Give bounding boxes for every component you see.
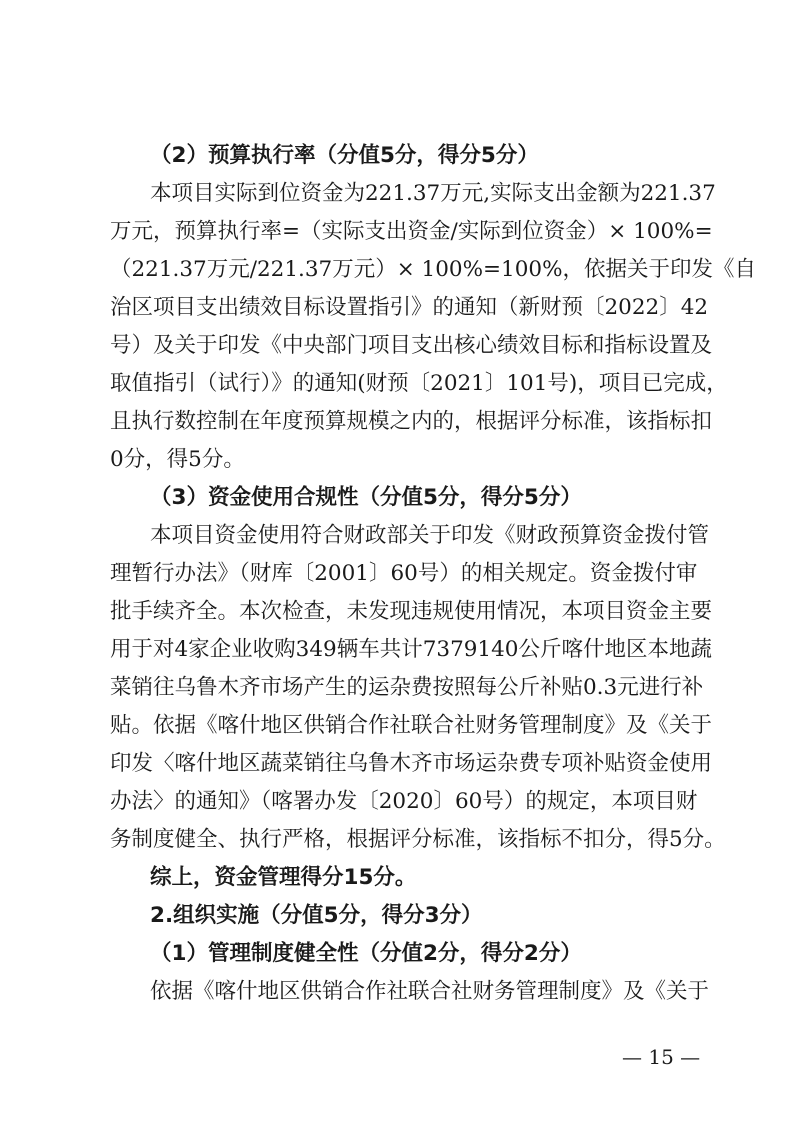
- body-text-line: 依据《喀什地区供销合作社联合社财务管理制度》及《关于: [150, 979, 710, 1004]
- body-text-line: 取值指引（试行）》的通知(财预〔2021〕101号)，项目已完成，: [110, 371, 728, 396]
- body-text-line: 万元，预算执行率=（实际支出资金/实际到位资金）× 100%=: [110, 219, 713, 244]
- body-text-line: 号）及关于印发《中央部门项目支出核心绩效目标和指标设置及: [110, 333, 713, 358]
- body-text-line: 理暂行办法》（财库〔2001〕60号）的相关规定。资金拨付审: [110, 561, 698, 586]
- summary-line: 综上，资金管理得分15分。: [150, 865, 417, 890]
- section-heading: （3）资金使用合规性（分值5分，得分5分）: [150, 485, 582, 510]
- body-text-line: 印发〈喀什地区蔬菜销往乌鲁木齐市场运杂费专项补贴资金使用: [110, 751, 713, 776]
- body-text-line: 务制度健全、执行严格，根据评分标准，该指标不扣分，得5分。: [110, 827, 726, 852]
- body-text-line: 办法〉的通知》（喀署办发〔2020〕60号）的规定，本项目财: [110, 789, 698, 814]
- body-text-line: 菜销往乌鲁木齐市场产生的运杂费按照每公斤补贴0.3元进行补: [110, 675, 704, 700]
- section-heading: （1）管理制度健全性（分值2分，得分2分）: [150, 941, 582, 966]
- body-text-line: 且执行数控制在年度预算规模之内的，根据评分标准，该指标扣: [110, 409, 713, 434]
- body-text-line: 用于对4家企业收购349辆车共计7379140公斤喀什地区本地蔬: [110, 637, 712, 662]
- body-text-line: （221.37万元/221.37万元）× 100%=100%，依据关于印发《自: [110, 257, 756, 282]
- page-number: — 15 —: [622, 1045, 701, 1069]
- section-heading: 2.组织实施（分值5分，得分3分）: [150, 903, 483, 928]
- section-heading: （2）预算执行率（分值5分，得分5分）: [150, 143, 539, 168]
- body-text-line: 批手续齐全。本次检查，未发现违规使用情况，本项目资金主要: [110, 599, 713, 624]
- body-text-line: 0分，得5分。: [110, 447, 245, 472]
- body-text-line: 贴。依据《喀什地区供销合作社联合社财务管理制度》及《关于: [110, 713, 713, 738]
- body-text-line: 本项目资金使用符合财政部关于印发《财政预算资金拨付管: [150, 523, 710, 548]
- body-text-line: 治区项目支出绩效目标设置指引》的通知（新财预〔2022〕42: [110, 295, 709, 320]
- body-text-line: 本项目实际到位资金为221.37万元,实际支出金额为221.37: [150, 181, 716, 206]
